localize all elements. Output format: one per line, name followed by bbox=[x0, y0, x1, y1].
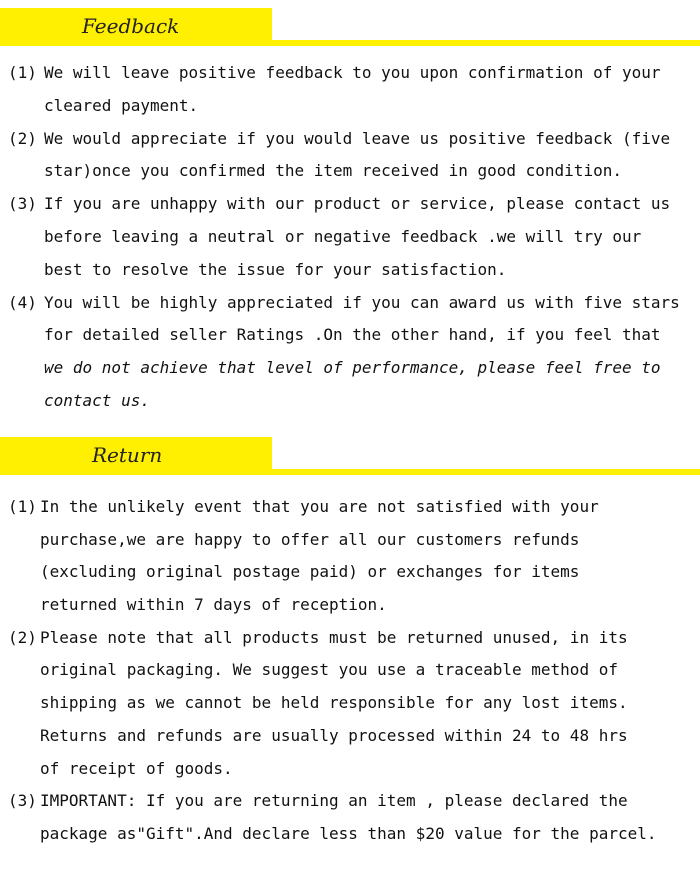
feedback-item-line: contact us. bbox=[44, 390, 150, 410]
return-item-number: (3) bbox=[8, 791, 37, 811]
return-item bbox=[0, 785, 700, 850]
feedback-item-line: before leaving a neutral or negative feedback .we will try our bbox=[44, 226, 642, 246]
feedback-item-line: cleared payment. bbox=[44, 95, 199, 115]
return-item-number: (2) bbox=[8, 627, 37, 647]
return-item-line: shipping as we cannot be held responsible for any lost items. bbox=[40, 693, 628, 713]
return-item-line: package as"Gift".And declare less than $20 value for the parcel. bbox=[40, 823, 657, 843]
feedback-header-line bbox=[0, 40, 700, 46]
return-item-line: purchase,we are happy to offer all our customers refunds bbox=[40, 529, 580, 549]
feedback-item-line: You will be highly appreciated if you can award us with five stars bbox=[44, 292, 680, 312]
return-header bbox=[0, 437, 700, 475]
feedback-item-line: star)once you confirmed the item received in good condition. bbox=[44, 161, 622, 181]
return-item-line: Please note that all products must be returned unused, in its bbox=[40, 627, 628, 647]
feedback-item bbox=[0, 123, 700, 189]
feedback-item-line: We will leave positive feedback to you upon confirmation of your bbox=[44, 63, 661, 82]
return-item-line: original packaging. We suggest you use a traceable method of bbox=[40, 660, 618, 680]
feedback-item-number: (3) bbox=[8, 194, 37, 214]
return-item bbox=[0, 622, 700, 786]
feedback-item-line: we do not achieve that level of performance, please feel free to bbox=[44, 358, 661, 378]
return-item-number: (1) bbox=[8, 497, 37, 516]
return-item-line: Returns and refunds are usually processed within 24 to 48 hrs bbox=[40, 725, 628, 745]
feedback-item bbox=[0, 188, 700, 286]
feedback-item-number: (4) bbox=[8, 292, 37, 312]
return-title: Return bbox=[92, 443, 163, 467]
feedback-item-line: If you are unhappy with our product or service, please contact us bbox=[44, 194, 671, 214]
return-item-line: of receipt of goods. bbox=[40, 758, 233, 778]
return-item-line: (excluding original postage paid) or exchanges for items bbox=[40, 562, 580, 582]
return-header-line bbox=[0, 469, 700, 475]
return-item bbox=[0, 491, 700, 622]
feedback-item bbox=[0, 287, 700, 418]
feedback-item-line: best to resolve the issue for your satisfaction. bbox=[44, 259, 507, 279]
feedback-item-number: (2) bbox=[8, 128, 37, 148]
feedback-item bbox=[0, 57, 700, 123]
feedback-item-line: for detailed seller Ratings .On the other hand, if you feel that bbox=[44, 325, 661, 345]
feedback-item-line: We would appreciate if you would leave us positive feedback (five bbox=[44, 128, 671, 148]
return-item-line: In the unlikely event that you are not satisfied with your bbox=[40, 497, 599, 516]
feedback-title: Feedback bbox=[82, 14, 180, 38]
feedback-item-number: (1) bbox=[8, 63, 37, 82]
return-item-line: returned within 7 days of reception. bbox=[40, 595, 387, 615]
return-item-line: IMPORTANT: If you are returning an item , please declared the bbox=[40, 791, 628, 811]
feedback-header bbox=[0, 8, 700, 46]
